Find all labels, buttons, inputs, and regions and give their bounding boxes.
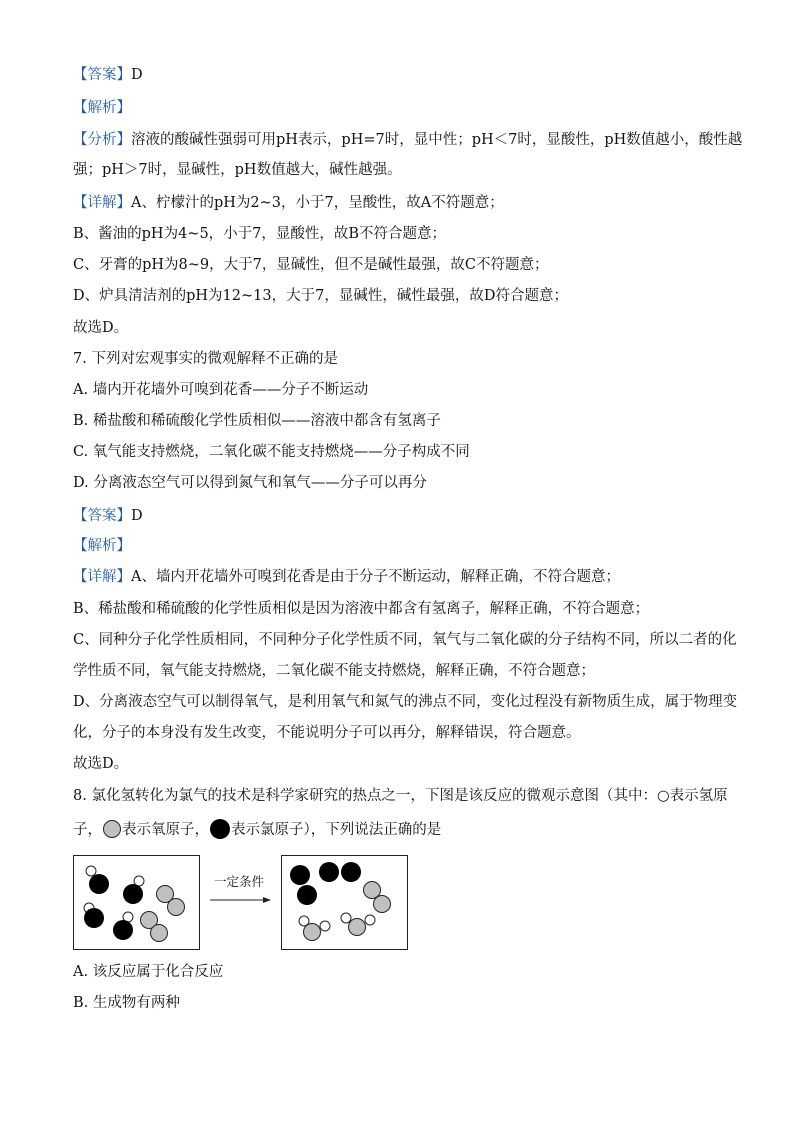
- oxygen-atom: [364, 882, 381, 899]
- chlorine-atom: [89, 874, 109, 894]
- chlorine-atom: [113, 920, 133, 940]
- answer-line-1: [73, 65, 723, 85]
- xiangjie-label: 【详解】: [73, 195, 131, 211]
- answer-label: 【答案】: [73, 508, 131, 524]
- oxygen-atom: [168, 899, 185, 916]
- hydrogen-atom: [341, 913, 351, 923]
- question-7-option-b: B. 稀盐酸和稀硫酸化学性质相似——溶液中都含有氢离子: [73, 413, 441, 429]
- xiangjie-line-d: D、炉具清洁剂的pH为12~13，大于7，显碱性，碱性最强，故D符合题意；: [73, 288, 568, 304]
- hydrogen-atom: [320, 921, 330, 931]
- analysis-heading-2: [73, 536, 723, 556]
- xiangjie2-line-c1: C、同种分子化学性质相同，不同种分子化学性质不同，氧气与二氧化碳的分子结构不同，所以二者的化: [73, 632, 737, 648]
- hydrogen-atom: [86, 866, 96, 876]
- stem-text-b: 表示氧原子，: [122, 822, 209, 838]
- xiangjie-line-b: B、酱油的pH为4~5，小于7，显酸性，故B不符合题意；: [73, 226, 447, 242]
- analysis-label: 【解析】: [73, 100, 131, 116]
- chlorine-atom: [297, 885, 317, 905]
- chlorine-atom: [341, 862, 361, 882]
- fenxi-line-1: [73, 130, 743, 150]
- fenxi-line-2: 强；pH＞7时，显碱性，pH数值越大，碱性越强。: [73, 162, 402, 178]
- stem-text-a: 子，: [73, 822, 102, 838]
- xiangjie2-line-d1: D、分离液态空气可以制得氧气，是利用氧气和氮气的沸点不同，变化过程没有新物质生成，属于物理变: [73, 694, 738, 710]
- oxygen-atom: [374, 896, 391, 913]
- hydrogen-atom: [365, 915, 375, 925]
- oxygen-atom: [304, 924, 321, 941]
- xiangjie-label: 【详解】: [73, 569, 131, 585]
- fenxi-label: 【分析】: [73, 132, 131, 148]
- conclusion-line-1: 故选D。: [73, 320, 129, 336]
- chlorine-atom: [84, 908, 104, 928]
- stem-text-c: 表示氯原子），下列说法正确的是: [231, 822, 442, 838]
- xiangjie2-line-a: [73, 567, 723, 587]
- reaction-arrow-head: [263, 897, 271, 903]
- analysis-label: 【解析】: [73, 538, 131, 554]
- question-8-stem-line-2: [73, 818, 723, 840]
- analysis-heading-1: [73, 98, 723, 118]
- question-8-option-a: A. 该反应属于化合反应: [73, 964, 224, 980]
- conclusion-line-2: 故选D。: [73, 756, 129, 772]
- question-8-option-b: B. 生成物有两种: [73, 995, 180, 1011]
- oxygen-atom: [349, 919, 366, 936]
- answer-value: D: [131, 67, 143, 83]
- chlorine-atom-icon: [209, 818, 231, 840]
- question-7-option-c: C. 氧气能支持燃烧，二氧化碳不能支持燃烧——分子构成不同: [73, 444, 470, 460]
- fenxi-text: 溶液的酸碱性强弱可用pH表示，pH=7时，显中性；pH＜7时，显酸性，pH数值越小，酸性越: [131, 132, 743, 148]
- question-7-stem: 7. 下列对宏观事实的微观解释不正确的是: [73, 351, 338, 367]
- xiangjie-line-c: C、牙膏的pH为8~9，大于7，显碱性，但不是碱性最强，故C不符题意；: [73, 257, 549, 273]
- xiangjie-text-a: A、柠檬汁的pH为2~3，小于7，呈酸性，故A不符题意；: [131, 195, 504, 211]
- reaction-diagram: [73, 855, 413, 951]
- question-8-stem-line-1: 8. 氯化氢转化为氯气的技术是科学家研究的热点之一，下图是该反应的微观示意图（其中：○表示氢原: [73, 788, 728, 804]
- xiangjie-line-a: [73, 193, 723, 213]
- chlorine-atom: [290, 865, 310, 885]
- xiangjie2-text-a: A、墙内开花墙外可嗅到花香是由于分子不断运动，解释正确，不符合题意；: [131, 569, 620, 585]
- xiangjie2-line-c2: 学性质不同，氧气能支持燃烧，二氧化碳不能支持燃烧，解释正确，不符合题意；: [73, 663, 595, 679]
- oxygen-atom: [151, 925, 168, 942]
- question-7-option-a: A. 墙内开花墙外可嗅到花香——分子不断运动: [73, 382, 369, 398]
- xiangjie2-line-b: B、稀盐酸和稀硫酸的化学性质相似是因为溶液中都含有氢离子，解释正确，不符合题意；: [73, 601, 650, 617]
- arrow-label: 一定条件: [213, 874, 265, 889]
- xiangjie2-line-d2: 化，分子的本身没有发生改变，不能说明分子可以再分，解释错误，符合题意。: [73, 725, 581, 741]
- oxygen-atom-icon: [102, 819, 122, 839]
- chlorine-atom: [319, 862, 339, 882]
- chlorine-atom: [123, 884, 143, 904]
- answer-value: D: [131, 508, 143, 524]
- question-7-option-d: D. 分离液态空气可以得到氮气和氧气——分子可以再分: [73, 475, 427, 491]
- answer-line-2: [73, 506, 723, 526]
- answer-label: 【答案】: [73, 67, 131, 83]
